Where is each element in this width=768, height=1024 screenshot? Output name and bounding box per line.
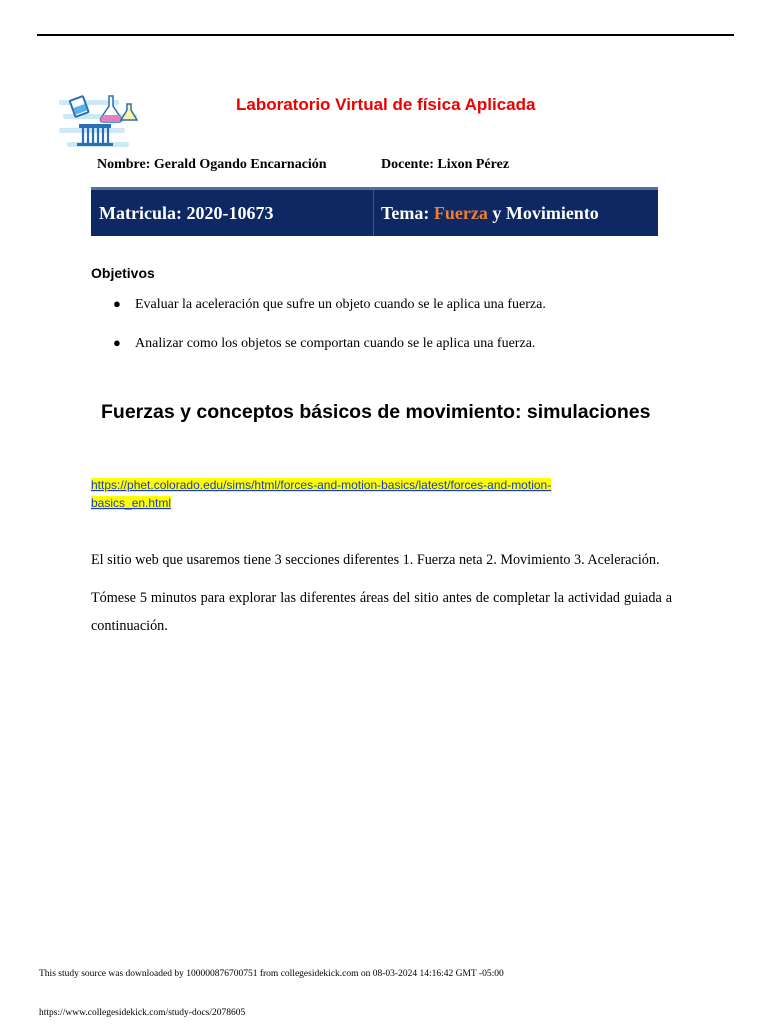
bullet-icon: ●	[113, 296, 121, 311]
link-line-1[interactable]: https://phet.colorado.edu/sims/html/forces-and-motion-basics/latest/forces-and-motion-	[91, 478, 552, 492]
tema-cell	[374, 190, 599, 236]
tema-accent: Fuerza	[433, 202, 488, 223]
objective-text: Analizar como los objetos se comportan cuando se le aplica una fuerza.	[135, 336, 536, 351]
simulation-link[interactable]	[91, 476, 591, 512]
download-note: This study source was downloaded by 100000876700751 from collegesidekick.com on 08-03-2024 14:16:42 GMT -05:00	[39, 969, 504, 979]
teacher-name: Docente: Lixon Pérez	[381, 157, 510, 172]
tema-suffix: y Movimiento	[492, 202, 599, 223]
tema-prefix: Tema:	[381, 202, 430, 223]
section-heading: Fuerzas y conceptos básicos de movimiento: simulaciones	[101, 401, 651, 423]
paragraph-sections: El sitio web que usaremos tiene 3 secciones diferentes 1. Fuerza neta 2. Movimiento 3. Aceleración.	[91, 552, 660, 568]
paragraph-instructions: Tómese 5 minutos para explorar las diferentes áreas del sitio antes de completar la actividad guiada a continuación.	[91, 590, 672, 634]
document-title: Laboratorio Virtual de física Aplicada	[236, 95, 536, 114]
objetivos-heading: Objetivos	[91, 265, 155, 281]
info-band	[91, 187, 658, 236]
objective-text: Evaluar la aceleración que sufre un objeto cuando se le aplica una fuerza.	[135, 297, 546, 312]
student-name: Nombre: Gerald Ogando Encarnación	[97, 157, 327, 172]
source-url: https://www.collegesidekick.com/study-docs/2078605	[39, 1008, 246, 1018]
matricula-text: Matricula: 2020-10673	[99, 202, 274, 223]
lab-flask-icon	[57, 88, 143, 150]
bullet-icon: ●	[113, 335, 121, 350]
link-line-2[interactable]: basics_en.html	[91, 496, 172, 510]
list-item	[113, 335, 535, 352]
matricula-cell	[91, 190, 374, 236]
list-item	[113, 296, 546, 313]
top-rule	[37, 34, 734, 36]
